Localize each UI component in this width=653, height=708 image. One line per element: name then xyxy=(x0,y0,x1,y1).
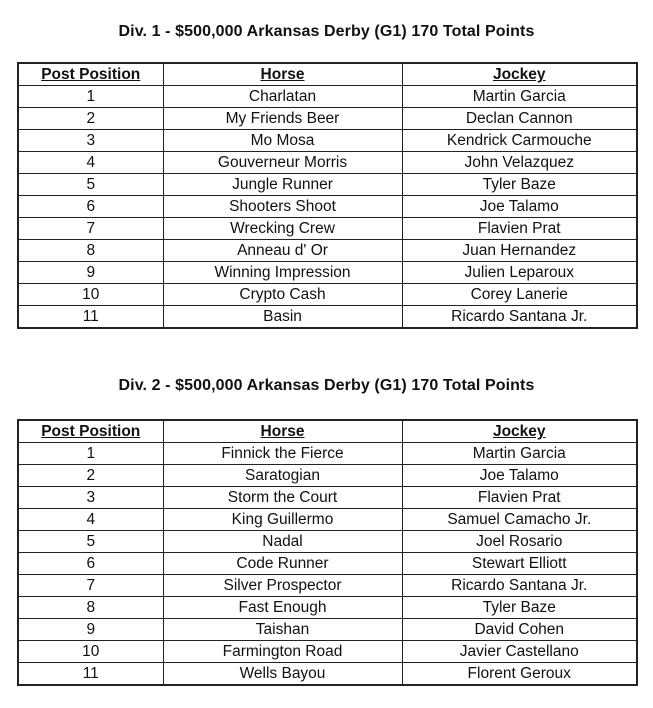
jockey-cell: Martin Garcia xyxy=(402,86,637,108)
horse-cell: Nadal xyxy=(163,531,402,553)
header-post-position: Post Position xyxy=(18,63,163,86)
post-position-cell: 4 xyxy=(18,509,163,531)
jockey-cell: Stewart Elliott xyxy=(402,553,637,575)
jockey-cell: Florent Geroux xyxy=(402,663,637,686)
horse-cell: Gouverneur Morris xyxy=(163,152,402,174)
post-position-cell: 7 xyxy=(18,218,163,240)
horse-cell: Mo Mosa xyxy=(163,130,402,152)
division-1-title: Div. 1 - $500,000 Arkansas Derby (G1) 170 Total Points xyxy=(118,23,535,40)
post-position-cell: 1 xyxy=(18,86,163,108)
post-position-cell: 2 xyxy=(18,108,163,130)
header-horse: Horse xyxy=(163,420,402,443)
table-row xyxy=(18,509,637,531)
horse-cell: Taishan xyxy=(163,619,402,641)
header-horse: Horse xyxy=(163,63,402,86)
horse-cell: Farmington Road xyxy=(163,641,402,663)
header-post-position: Post Position xyxy=(18,420,163,443)
horse-cell: King Guillermo xyxy=(163,509,402,531)
jockey-cell: David Cohen xyxy=(402,619,637,641)
division-2-rows xyxy=(18,443,637,686)
table-row xyxy=(18,443,637,465)
jockey-cell: Juan Hernandez xyxy=(402,240,637,262)
table-row xyxy=(18,465,637,487)
jockey-cell: Javier Castellano xyxy=(402,641,637,663)
horse-cell: Fast Enough xyxy=(163,597,402,619)
horse-cell: Saratogian xyxy=(163,465,402,487)
table-row xyxy=(18,196,637,218)
header-jockey: Jockey xyxy=(402,420,637,443)
post-position-cell: 9 xyxy=(18,619,163,641)
table-row xyxy=(18,487,637,509)
table-row xyxy=(18,553,637,575)
jockey-cell: Flavien Prat xyxy=(402,218,637,240)
jockey-cell: Joel Rosario xyxy=(402,531,637,553)
division-2-table xyxy=(17,419,638,686)
jockey-cell: Joe Talamo xyxy=(402,196,637,218)
post-position-cell: 6 xyxy=(18,196,163,218)
table-row xyxy=(18,86,637,108)
table-row xyxy=(18,108,637,130)
division-2-title: Div. 2 - $500,000 Arkansas Derby (G1) 170 Total Points xyxy=(118,377,535,394)
horse-cell: Charlatan xyxy=(163,86,402,108)
post-position-cell: 11 xyxy=(18,663,163,686)
table-row xyxy=(18,597,637,619)
horse-cell: Code Runner xyxy=(163,553,402,575)
table-row xyxy=(18,641,637,663)
horse-cell: Storm the Court xyxy=(163,487,402,509)
jockey-cell: Ricardo Santana Jr. xyxy=(402,306,637,329)
jockey-cell: Tyler Baze xyxy=(402,174,637,196)
table-row xyxy=(18,130,637,152)
horse-cell: Shooters Shoot xyxy=(163,196,402,218)
table-header-row xyxy=(18,63,637,86)
horse-cell: Finnick the Fierce xyxy=(163,443,402,465)
jockey-cell: Tyler Baze xyxy=(402,597,637,619)
horse-cell: Wells Bayou xyxy=(163,663,402,686)
post-position-cell: 10 xyxy=(18,284,163,306)
table-row xyxy=(18,218,637,240)
table-row xyxy=(18,152,637,174)
horse-cell: Jungle Runner xyxy=(163,174,402,196)
jockey-cell: Martin Garcia xyxy=(402,443,637,465)
post-position-cell: 11 xyxy=(18,306,163,329)
jockey-cell: John Velazquez xyxy=(402,152,637,174)
table-header-row xyxy=(18,420,637,443)
jockey-cell: Joe Talamo xyxy=(402,465,637,487)
post-position-cell: 5 xyxy=(18,531,163,553)
post-position-cell: 8 xyxy=(18,240,163,262)
table-row xyxy=(18,531,637,553)
horse-cell: My Friends Beer xyxy=(163,108,402,130)
post-position-cell: 3 xyxy=(18,130,163,152)
header-jockey: Jockey xyxy=(402,63,637,86)
jockey-cell: Flavien Prat xyxy=(402,487,637,509)
jockey-cell: Kendrick Carmouche xyxy=(402,130,637,152)
post-position-cell: 10 xyxy=(18,641,163,663)
post-position-cell: 9 xyxy=(18,262,163,284)
table-row xyxy=(18,240,637,262)
table-row xyxy=(18,284,637,306)
jockey-cell: Julien Leparoux xyxy=(402,262,637,284)
table-row xyxy=(18,663,637,686)
horse-cell: Wrecking Crew xyxy=(163,218,402,240)
horse-cell: Silver Prospector xyxy=(163,575,402,597)
division-1-rows xyxy=(18,86,637,329)
horse-cell: Crypto Cash xyxy=(163,284,402,306)
post-position-cell: 2 xyxy=(18,465,163,487)
jockey-cell: Corey Lanerie xyxy=(402,284,637,306)
division-1-table xyxy=(17,62,638,329)
table-row xyxy=(18,575,637,597)
post-position-cell: 1 xyxy=(18,443,163,465)
table-row xyxy=(18,619,637,641)
post-position-cell: 6 xyxy=(18,553,163,575)
horse-cell: Basin xyxy=(163,306,402,329)
jockey-cell: Declan Cannon xyxy=(402,108,637,130)
table-row xyxy=(18,174,637,196)
post-position-cell: 4 xyxy=(18,152,163,174)
post-position-cell: 3 xyxy=(18,487,163,509)
horse-cell: Anneau d' Or xyxy=(163,240,402,262)
horse-cell: Winning Impression xyxy=(163,262,402,284)
jockey-cell: Samuel Camacho Jr. xyxy=(402,509,637,531)
post-position-cell: 8 xyxy=(18,597,163,619)
post-position-cell: 5 xyxy=(18,174,163,196)
post-position-cell: 7 xyxy=(18,575,163,597)
jockey-cell: Ricardo Santana Jr. xyxy=(402,575,637,597)
table-row xyxy=(18,262,637,284)
table-row xyxy=(18,306,637,329)
